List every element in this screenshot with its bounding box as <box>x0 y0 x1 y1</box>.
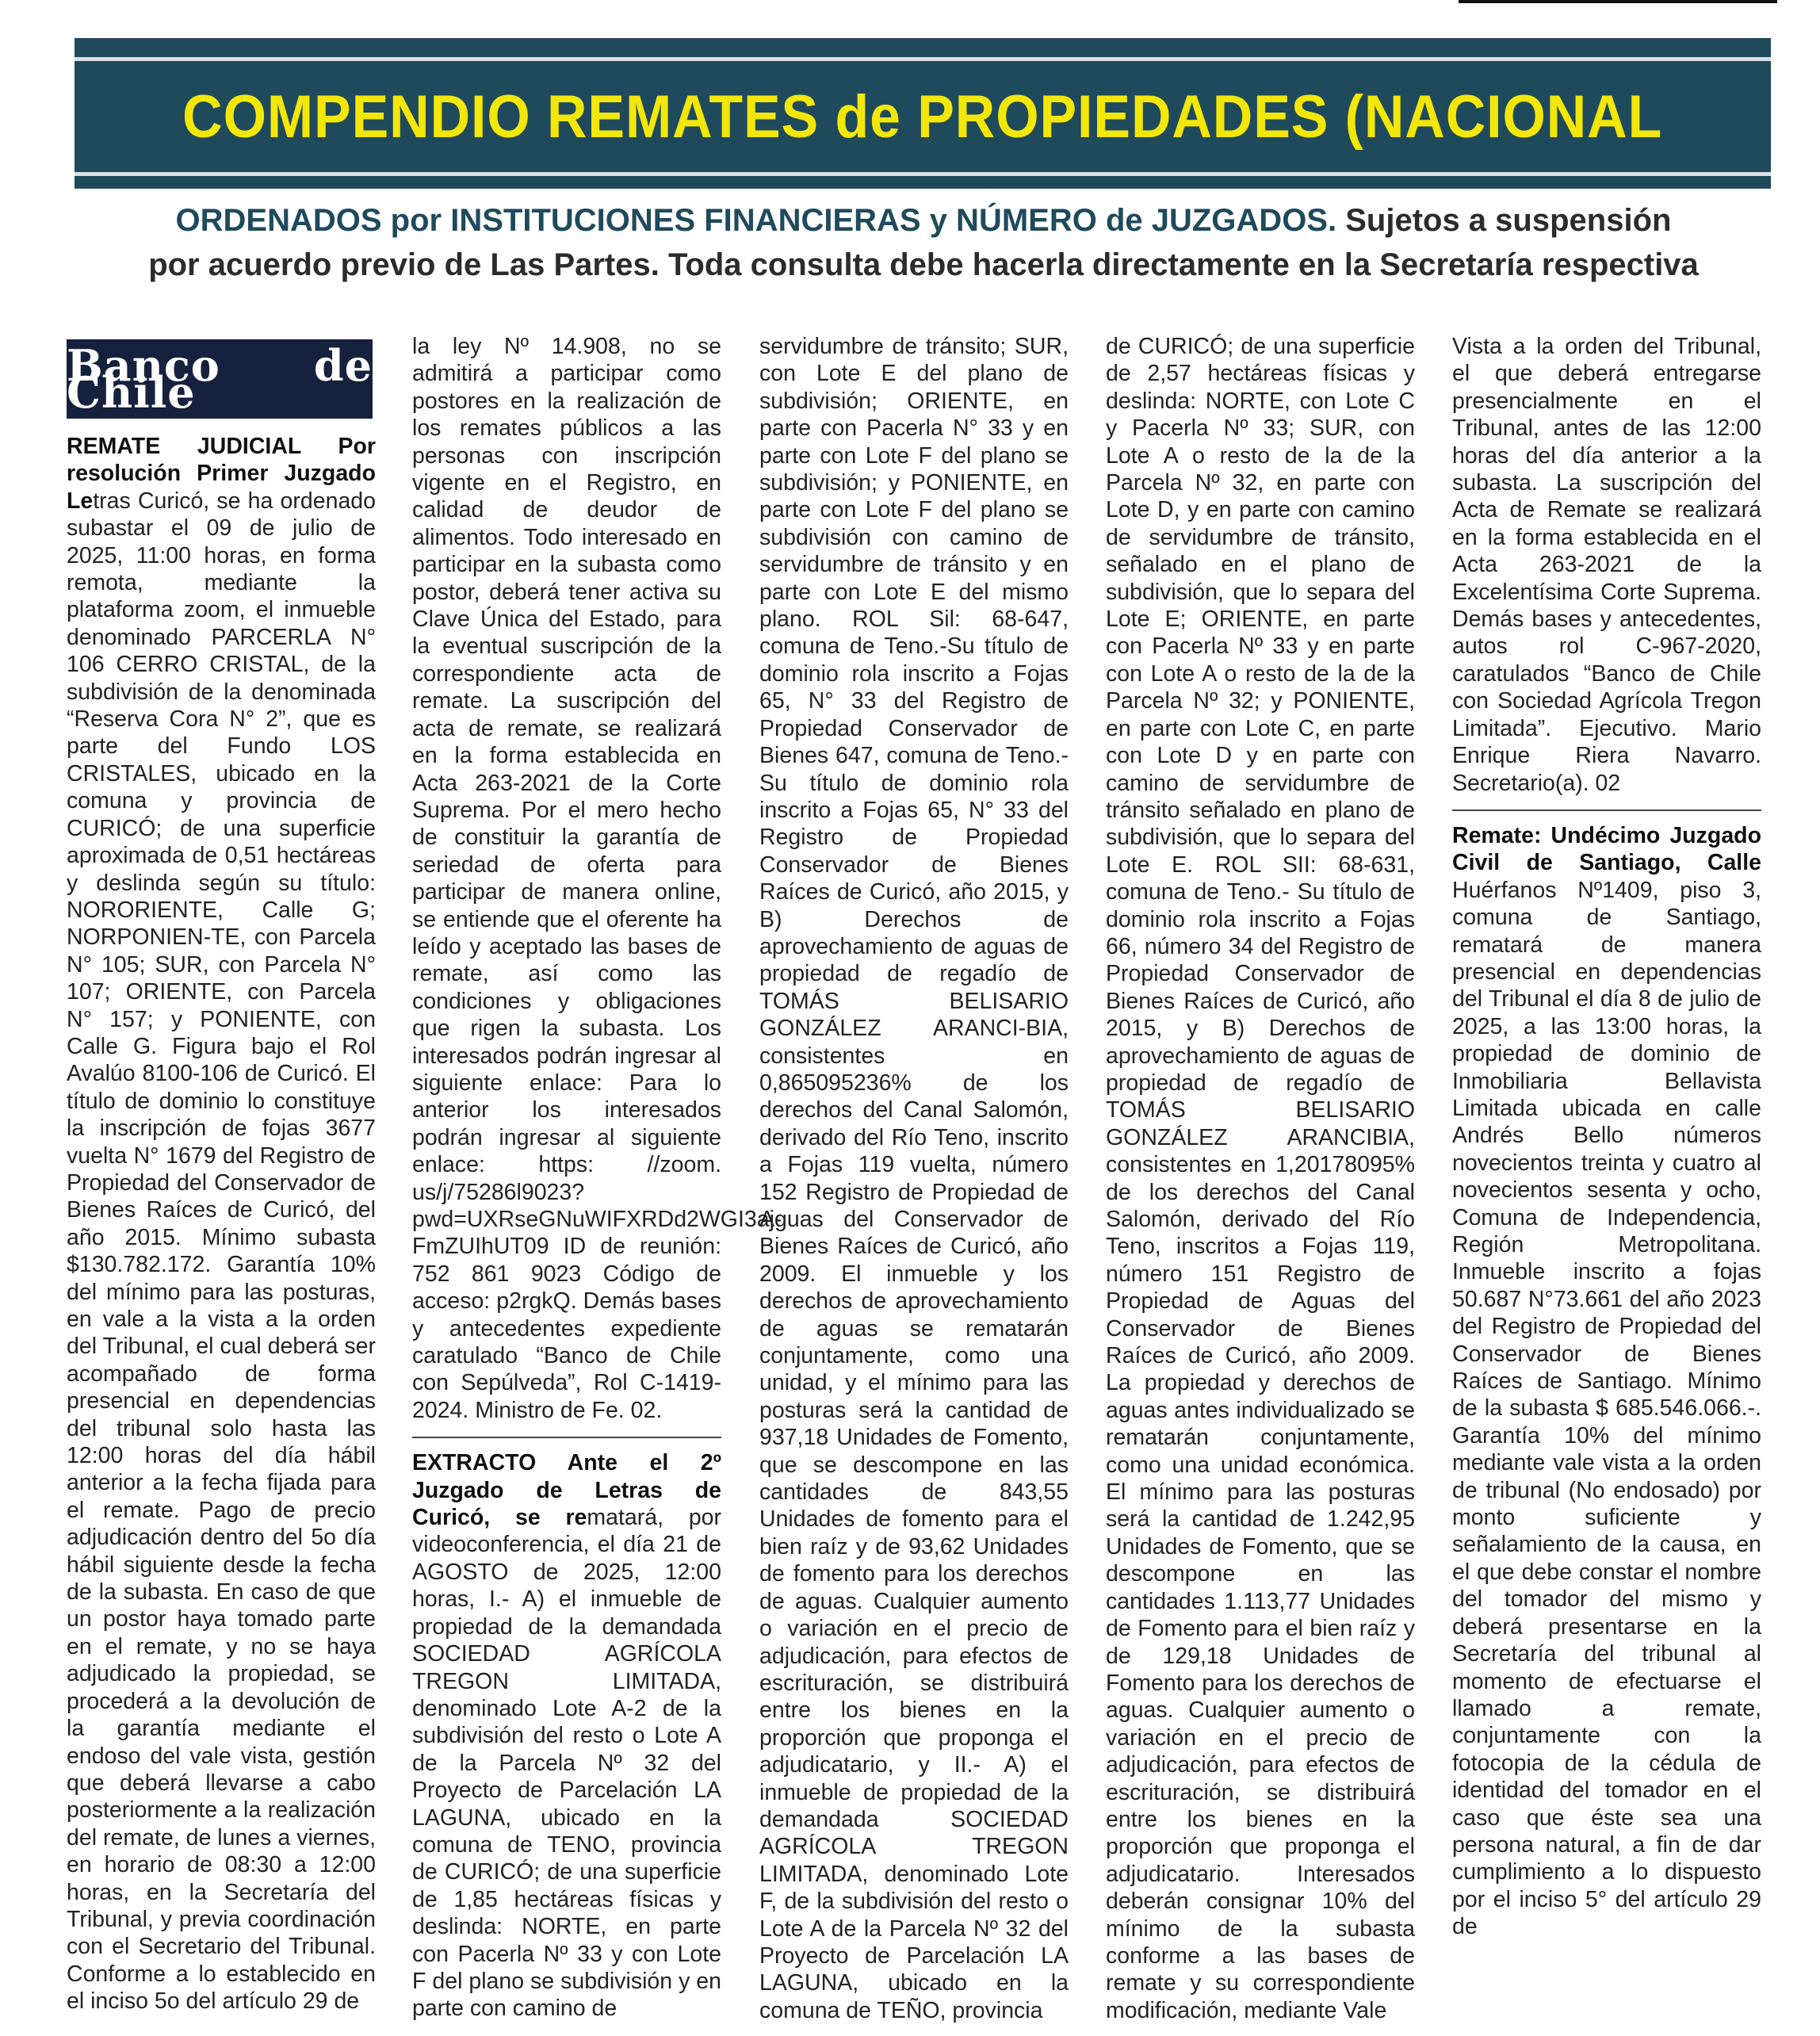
notice-2-heading: EXTRACTO Ante el 2º Juzgado de Letras de Curicó, se re <box>412 1450 721 1531</box>
header-banner <box>75 38 1771 189</box>
banco-de-chile-logo <box>67 339 373 419</box>
notice-2-body: Vista a la orden del Tribunal, el que deberá entregarse presencialmente en el Tribunal, antes de las 12:00 horas del día anterior a la subasta. La suscripción del Acta de Remate se realizará en la forma establecida en el Acta 263-2021 de la Excelentísima Corte Suprema. Demás bases y antecedentes, autos rol C-967-2020, caratulados “Banco de Chile con Sociedad Agrícola Tregon Limitada”. Ejecutivo. Mario Enrique Riera Navarro. Secretario(a). 02 <box>1452 334 1761 796</box>
subtitle-highlight: ORDENADOS por INSTITUCIONES FINANCIERAS y NÚMERO de JUZGADOS. <box>175 203 1337 238</box>
notice-separator <box>412 1437 721 1438</box>
notice-2-body: servidumbre de tránsito; SUR, con Lote E del plano de subdivisión; ORIENTE, en parte con Pacerla N° 33 y en parte con Lote F del plano se subdivisión; y PONIENTE, en parte con Lote F del plano se subdivisión con camino de servidumbre de tránsito y en parte con Lote E del mismo plano. ROL Sil: 68-647, comuna de Teno.-Su título de dominio rola inscrito a Fojas 65, N° 33 del Registro de Propiedad Conservador de Bienes 647, comuna de Teno.-Su título de dominio rola inscrito a Fojas 65, N° 33 del Registro de Propiedad Conservador de Bienes Raíces de Curicó, año 2015, y B) Derechos de aprovechamiento de aguas de propiedad de regadío de TOMÁS BELISARIO GONZÁLEZ ARANCI-BIA, consistentes en 0,865095236% de los derechos del Canal Salomón, derivado del Río Teno, inscrito a Fojas 119 vuelta, número 152 Registro de Propiedad de Aguas del Conservador de Bienes Raíces de Curicó, año 2009. El inmueble y los derechos de aprovechamiento de aguas se rematarán conjuntamente, como una unidad, y el mínimo para las posturas será la cantidad de 937,18 Unidades de Fomento, que se descompone en las cantidades de 843,55 Unidades de fomento para el bien raíz y de 93,62 Unidades de fomento para los derechos de aguas. Cualquier aumento o variación en el precio de adjudicación, para efectos de escrituración, se distribuirá entre los bienes en la proporción que proponga el adjudicatario, y II.- A) el inmueble de propiedad de la demandada SOCIEDAD AGRÍCOLA TREGON LIMITADA, denominado Lote F, de la subdivisión del resto o Lote A de la Parcela Nº 32 del Proyecto de Parcelación LA LAGUNA, ubicado en la comuna de TEÑO, provincia <box>759 334 1069 2023</box>
notice-1-part-2 <box>412 333 782 2023</box>
notice-1-body: tras Curicó, se ha ordenado subastar el 09 de julio de 2025, 11:00 horas, en forma remota, mediante la plataforma zoom, el inmueble denominado PARCERLA N° 106 CERRO CRISTAL, de la subdivisión de la denominada “Reserva Cora N° 2”, que es parte del Fundo LOS CRISTALES, ubicado en la comuna y provincia de CURICÓ; de una superficie aproximada de 0,51 hectáreas y deslinda según su título: NORORIENTE, Calle G; NORPONIEN-TE, con Parcela N° 105; SUR, con Parcela N° 107; ORIENTE, con Parcela N° 157; y PONIENTE, con Calle G. Figura bajo el Rol Avalúo 8100-106 de Curicó. El título de dominio lo constituye la inscripción de fojas 3677 vuelta N° 1679 del Registro de Propiedad del Conservador de Bienes Raíces de Curicó, del año 2015. Mínimo subasta $130.782.172. Garantía 10% del mínimo para las posturas, en vale a la vista a la orden del Tribunal, el cual deberá ser acompañado de forma presencial en dependencias del tribunal solo hasta las 12:00 horas del día hábil anterior a la fecha fijada para el remate. Pago de precio adjudicación dentro del 5o día hábil siguiente desde la fecha de la subasta. En caso de que un postor haya tomado parte en el remate, y no se haya adjudicado la propiedad, se procederá a la devolución de la garantía mediante el endoso del vale vista, gestión que deberá llevarse a cabo posteriormente a la realización del remate, de lunes a viernes, en horario de 08:30 a 12:00 horas, en la Secretaría del Tribunal, y previa coordinación con el Secretario del Tribunal. Conforme a lo establecido en el inciso 5o del artículo 29 de <box>67 488 376 2015</box>
column-3 <box>759 333 1069 2036</box>
banner-frame <box>75 57 1771 176</box>
notice-2-part-2 <box>759 333 1069 2024</box>
notice-2-body: matará, por videoconferencia, el día 21 de AGOSTO de 2025, 12:00 horas, I.- A) el inmueble de propiedad de la demandada SOCIEDAD AGRÍCOLA TREGON LIMITADA, denominado Lote A-2 de la subdivisión del resto o Lote A de la Parcela Nº 32 del Proyecto de Parcelación LA LAGUNA, ubicado en la comuna de TENO, provincia de CURICÓ; de una superficie de 1,85 hectáreas físicas y deslinda: NORTE, en parte con Pacerla Nº 33 y con Lote F del plano se subdivisión y en parte con camino de <box>412 1505 722 2022</box>
column-2 <box>412 333 782 2036</box>
notice-3-heading: Remate: Undécimo Juzgado Civil de Santiago, Calle <box>1452 822 1761 876</box>
notice-1-body: la ley Nº 14.908, no se admitirá a participar como postores en la realización de los remates públicos a las personas con inscripción vigente en el Registro, en calidad de deudor de alimentos. Todo interesado en participar en la subasta como postor, deberá tener activa su Clave Única del Estado, para la eventual suscripción de la correspondiente acta de remate. La suscripción del acta de remate, se realizará en la forma establecida en Acta 263-2021 de la Corte Suprema. Por el mero hecho de constituir la garantía de seriedad de oferta para participar de manera online, se entiende que el oferente ha leído y aceptado las bases de remate, así como las condiciones y obligaciones que rigen la subasta. Los interesados podrán ingresar al siguiente enlace: Para lo anterior los interesados podrán ingresar al siguiente enlace: https: //zoom. us/j/75286l9023?pwd=UXRseGNuWIFXRDd2WGI3aj-FmZUIhUT09 ID de reunión: 752 861 9023 Código de acceso: p2rgkQ. Demás bases y antecedentes expediente caratulado “Banco de Chile con Sepúlveda”, Rol C-1419-2024. Ministro de Fe. 02. <box>412 334 782 1423</box>
subtitle-line2: por acuerdo previo de Las Partes. Toda consulta debe hacerla directamente en la Secretaría respectiva <box>148 247 1699 282</box>
top-rule <box>1459 0 1777 3</box>
page-subtitle <box>87 198 1760 287</box>
column-5 <box>1452 333 1761 2036</box>
column-4 <box>1106 333 1415 2036</box>
banner-title: COMPENDIO REMATES de PROPIEDADES (NACIONAL <box>182 82 1663 151</box>
notice-1-heading: REMATE JUDICIAL Por resolución Primer Juzgado Le <box>67 434 376 514</box>
notice-2-body: de CURICÓ; de una superficie de 2,57 hectáreas físicas y deslinda: NORTE, con Lote C y Pacerla Nº 33; SUR, con Lote A o resto de la de la Parcela Nº 32, en parte con Lote D, y en parte con camino de servidumbre de tránsito, señalado en el plano de subdivisión, que lo separa del Lote E; ORIENTE, en parte con Pacerla Nº 33 y en parte con Lote A o resto de la de la Parcela Nº 32; y PONIENTE, en parte con Lote C, en parte con Lote D y en parte con camino de servidumbre de tránsito señalado en plano de subdivisión, que lo separa del Lote E. ROL SII: 68-631, comuna de Teno.- Su título de dominio rola inscrito a Fojas 66, número 34 del Registro de Propiedad Conservador de Bienes Raíces de Curicó, año 2015, y B) Derechos de aprovechamiento de aguas de propiedad de regadío de TOMÁS BELISARIO GONZÁLEZ ARANCIBIA, consistentes en 1,20178095% de los derechos del Canal Salomón, derivado del Río Teno, inscritos a Fojas 119, número 151 Registro de Propiedad de Aguas del Conservador de Bienes Raíces de Curicó, año 2009. La propiedad y derechos de aguas antes individualizado se rematarán conjuntamente, como una unidad económica. El mínimo para las posturas será la cantidad de 1.242,95 Unidades de Fomento, que se descompone en las cantidades 1.113,77 Unidades de Fomento para el bien raíz y de 129,18 Unidades de Fomento para los derechos de aguas. Cualquier aumento o variación en el precio de adjudicación, para efectos de escrituración, se distribuirá entre los bienes en la proporción que proponga el adjudicatario. Interesados deberán consignar 10% del mínimo de la subasta conforme a las bases de remate y su correspondiente modificación, mediante Vale <box>1106 334 1415 2023</box>
notice-separator <box>1452 809 1761 811</box>
column-1 <box>67 333 376 2036</box>
notice-2-part-3 <box>1106 333 1415 2024</box>
subtitle-rest: Sujetos a suspensión <box>1336 203 1672 238</box>
notice-2-part-4 <box>1452 333 1761 1941</box>
notice-3-body: Huérfanos Nº1409, piso 3, comuna de Santiago, rematará de manera presencial en dependencias del Tribunal el día 8 de julio de 2025, a las 13:00 horas, la propiedad de dominio de Inmobiliaria Bellavista Limitada ubicada en calle Andrés Bello números novecientos treinta y cuatro al novecientos sesenta y ocho, Comuna de Independencia, Región Metropolitana. Inmueble inscrito a fojas 50.687 N°73.661 del año 2023 del Registro de Propiedad del Conservador de Bienes Raíces de Santiago. Mínimo de la subasta $ 685.546.066.-. Garantía 10% del mínimo mediante vale vista a la orden de tribunal (No endosado) por monto suficiente y señalamiento de la causa, en el que debe constar el nombre del tomador del mismo y deberá presentarse en la Secretaría del tribunal al momento de efectuarse el llamado a remate, conjuntamente con la fotocopia de la cédula de identidad del tomador en el caso que éste sea una persona natural, a fin de dar cumplimiento a lo dispuesto por el inciso 5° del artículo 29 de <box>1452 877 1761 1940</box>
notice-1-part-1 <box>67 433 376 2015</box>
logo-text: Banco de Chile <box>67 339 373 418</box>
